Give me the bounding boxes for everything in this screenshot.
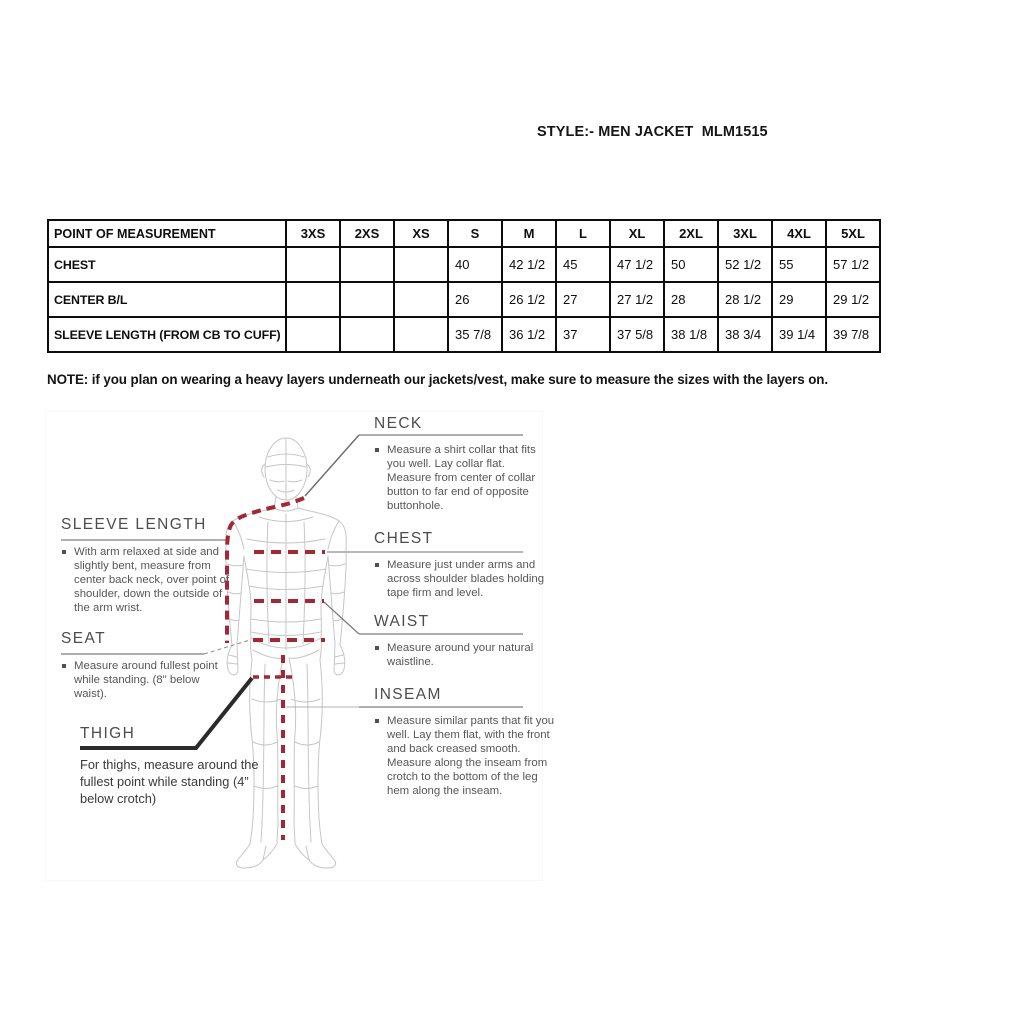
row-label: CENTER B/L (48, 282, 286, 317)
sleeve-length-description (61, 545, 234, 615)
waist-description (374, 641, 551, 669)
column-header-point-of-measurement: POINT OF MEASUREMENT (48, 220, 286, 247)
table-cell (340, 282, 394, 317)
table-cell: 35 7/8 (448, 317, 502, 352)
table-cell: 27 1/2 (610, 282, 664, 317)
table-cell: 29 1/2 (826, 282, 880, 317)
note-text: NOTE: if you plan on wearing a heavy layers underneath our jackets/vest, make sure to measure the sizes with the layers on. (47, 372, 828, 387)
seat-section-title: SEAT (61, 630, 106, 647)
table-cell: 45 (556, 247, 610, 282)
table-cell: 40 (448, 247, 502, 282)
chest-section-title: CHEST (374, 530, 434, 547)
table-cell (340, 247, 394, 282)
column-header-3xl: 3XL (718, 220, 772, 247)
style-title: STYLE:- MEN JACKET MLM1515 (537, 124, 768, 140)
column-header-s: S (448, 220, 502, 247)
table-cell (394, 282, 448, 317)
neck-description-text: Measure a shirt collar that fits you well. Lay collar flat. Measure from center of collar button to far end of opposite buttonhole. (387, 444, 536, 512)
inseam-section-title: INSEAM (374, 686, 442, 703)
column-header-l: L (556, 220, 610, 247)
bullet-icon (375, 563, 379, 567)
table-cell (394, 247, 448, 282)
table-cell: 27 (556, 282, 610, 317)
header-row (48, 220, 880, 247)
waist-description-text: Measure around your natural waistline. (387, 642, 534, 668)
column-header-2xl: 2XL (664, 220, 718, 247)
bullet-icon (62, 550, 66, 554)
inseam-description (374, 714, 557, 798)
inseam-description-text: Measure similar pants that fit you well. Lay them flat, with the front and back creased smooth. Measure along the inseam from crotch to the bottom of the leg hem along the inseam. (387, 715, 555, 797)
table-cell (286, 247, 340, 282)
column-header-5xl: 5XL (826, 220, 880, 247)
table-cell: 28 (664, 282, 718, 317)
table-cell: 37 5/8 (610, 317, 664, 352)
table-cell (286, 317, 340, 352)
table-cell: 55 (772, 247, 826, 282)
column-header-xs: XS (394, 220, 448, 247)
column-header-2xs: 2XS (340, 220, 394, 247)
table-row-chest (48, 247, 880, 282)
chest-description (374, 558, 551, 600)
bullet-icon (375, 719, 379, 723)
measurement-diagram (46, 412, 555, 880)
row-label: CHEST (48, 247, 286, 282)
chest-description-text: Measure just under arms and across shoulder blades holding tape firm and level. (387, 559, 545, 599)
table-cell: 29 (772, 282, 826, 317)
table-cell: 38 1/8 (664, 317, 718, 352)
table-cell (394, 317, 448, 352)
table-cell: 52 1/2 (718, 247, 772, 282)
thigh-description (80, 756, 270, 807)
column-header-4xl: 4XL (772, 220, 826, 247)
table-cell: 26 1/2 (502, 282, 556, 317)
waist-section-title: WAIST (374, 613, 430, 630)
table-cell: 50 (664, 247, 718, 282)
thigh-description-text: For thighs, measure around the fullest point while standing (4” below crotch) (80, 757, 259, 806)
table-cell: 38 3/4 (718, 317, 772, 352)
column-header-xl: XL (610, 220, 664, 247)
table-cell: 39 7/8 (826, 317, 880, 352)
table-row-sleeve-length (48, 317, 880, 352)
table-cell: 42 1/2 (502, 247, 556, 282)
neck-description (374, 443, 551, 513)
bullet-icon (375, 646, 379, 650)
table-row-center-bl (48, 282, 880, 317)
seat-description-text: Measure around fullest point while standing. (8" below waist). (74, 660, 218, 700)
table-cell: 26 (448, 282, 502, 317)
neck-section-title: NECK (374, 415, 423, 432)
sleeve-length-description-text: With arm relaxed at side and slightly bent, measure from center back neck, over point of shoulder, down the outside of the arm wrist. (74, 546, 230, 614)
neck-connector-line (305, 435, 359, 496)
column-header-3xs: 3XS (286, 220, 340, 247)
table-cell: 37 (556, 317, 610, 352)
table-cell: 47 1/2 (610, 247, 664, 282)
table-cell: 36 1/2 (502, 317, 556, 352)
table-cell (340, 317, 394, 352)
thigh-section-title: THIGH (80, 725, 136, 742)
table-cell: 57 1/2 (826, 247, 880, 282)
bullet-icon (375, 448, 379, 452)
column-header-m: M (502, 220, 556, 247)
table-cell (286, 282, 340, 317)
seat-description (61, 659, 232, 701)
size-chart-table (47, 219, 881, 353)
row-label: SLEEVE LENGTH (FROM CB TO CUFF) (48, 317, 286, 352)
sleeve-length-section-title: SLEEVE LENGTH (61, 516, 207, 533)
bullet-icon (62, 664, 66, 668)
table-cell: 28 1/2 (718, 282, 772, 317)
table-cell: 39 1/4 (772, 317, 826, 352)
